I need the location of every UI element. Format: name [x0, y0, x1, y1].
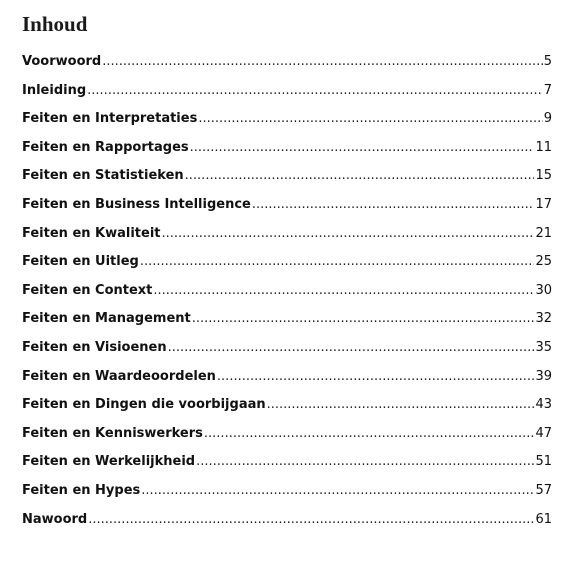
toc-entry[interactable]: [22, 454, 552, 483]
toc-page-number: 7: [543, 82, 552, 98]
toc-page-number: 39: [535, 368, 552, 384]
toc-page-number: 35: [535, 339, 552, 355]
toc-entry[interactable]: [22, 197, 552, 226]
toc-dot-leader: [87, 83, 543, 98]
toc-entry[interactable]: [22, 311, 552, 340]
toc-dot-leader: [192, 311, 535, 326]
toc-entry[interactable]: [22, 254, 552, 283]
toc-page-number: 43: [535, 397, 552, 413]
toc-entry-label: Feiten en Kwaliteit: [22, 225, 161, 241]
toc-page-number: 15: [535, 168, 552, 184]
toc-entry[interactable]: [22, 483, 552, 512]
toc-entry[interactable]: [22, 226, 552, 255]
table-of-contents: [22, 54, 552, 540]
toc-entry-label: Feiten en Context: [22, 282, 153, 298]
toc-entry-label: Nawoord: [22, 511, 88, 527]
toc-entry[interactable]: [22, 54, 552, 83]
toc-entry-label: Feiten en Business Intelligence: [22, 196, 251, 212]
toc-dot-leader: [168, 340, 535, 355]
toc-entry-label: Feiten en Rapportages: [22, 139, 189, 155]
toc-entry[interactable]: [22, 369, 552, 398]
toc-page-number: 25: [535, 254, 552, 270]
toc-page-number: 21: [535, 225, 552, 241]
toc-dot-leader: [141, 483, 534, 498]
toc-page-number: 51: [535, 454, 552, 470]
toc-dot-leader: [190, 140, 535, 155]
toc-entry-label: Feiten en Waardeoordelen: [22, 368, 216, 384]
toc-entry[interactable]: [22, 512, 552, 541]
toc-page-number: 47: [535, 425, 552, 441]
toc-dot-leader: [185, 168, 535, 183]
toc-entry-label: Feiten en Dingen die voorbijgaan: [22, 397, 266, 413]
toc-entry-label: Feiten en Management: [22, 311, 191, 327]
toc-page-number: 32: [535, 311, 552, 327]
toc-page-number: 9: [543, 111, 552, 127]
toc-dot-leader: [198, 111, 542, 126]
toc-entry-label: Feiten en Visioenen: [22, 339, 167, 355]
toc-entry-label: Inleiding: [22, 82, 87, 98]
toc-entry-label: Feiten en Statistieken: [22, 168, 184, 184]
toc-dot-leader: [252, 197, 535, 212]
toc-entry-label: Feiten en Kenniswerkers: [22, 425, 203, 441]
toc-entry[interactable]: [22, 111, 552, 140]
toc-page-number: 30: [535, 282, 552, 298]
toc-page-number: 11: [535, 139, 552, 155]
toc-entry[interactable]: [22, 283, 552, 312]
toc-page-number: 17: [535, 196, 552, 212]
toc-entry[interactable]: [22, 83, 552, 112]
toc-dot-leader: [217, 369, 535, 384]
toc-entry-label: Feiten en Uitleg: [22, 254, 139, 270]
toc-dot-leader: [140, 254, 535, 269]
toc-entry-label: Feiten en Hypes: [22, 482, 141, 498]
toc-dot-leader: [102, 54, 543, 69]
toc-entry[interactable]: [22, 168, 552, 197]
toc-entry-label: Voorwoord: [22, 54, 102, 69]
toc-entry-label: Feiten en Werkelijkheid: [22, 454, 196, 470]
toc-page-number: 5: [543, 54, 552, 69]
toc-dot-leader: [162, 226, 535, 241]
toc-page-number: 57: [535, 482, 552, 498]
page-title: Inhoud: [22, 12, 88, 36]
toc-entry[interactable]: [22, 397, 552, 426]
toc-dot-leader: [267, 397, 535, 412]
toc-entry[interactable]: [22, 340, 552, 369]
toc-page-number: 61: [535, 511, 552, 527]
toc-dot-leader: [196, 454, 534, 469]
toc-entry-label: Feiten en Interpretaties: [22, 111, 198, 127]
toc-dot-leader: [88, 512, 534, 527]
toc-entry[interactable]: [22, 140, 552, 169]
toc-dot-leader: [204, 426, 535, 441]
toc-dot-leader: [153, 283, 534, 298]
toc-entry[interactable]: [22, 426, 552, 455]
